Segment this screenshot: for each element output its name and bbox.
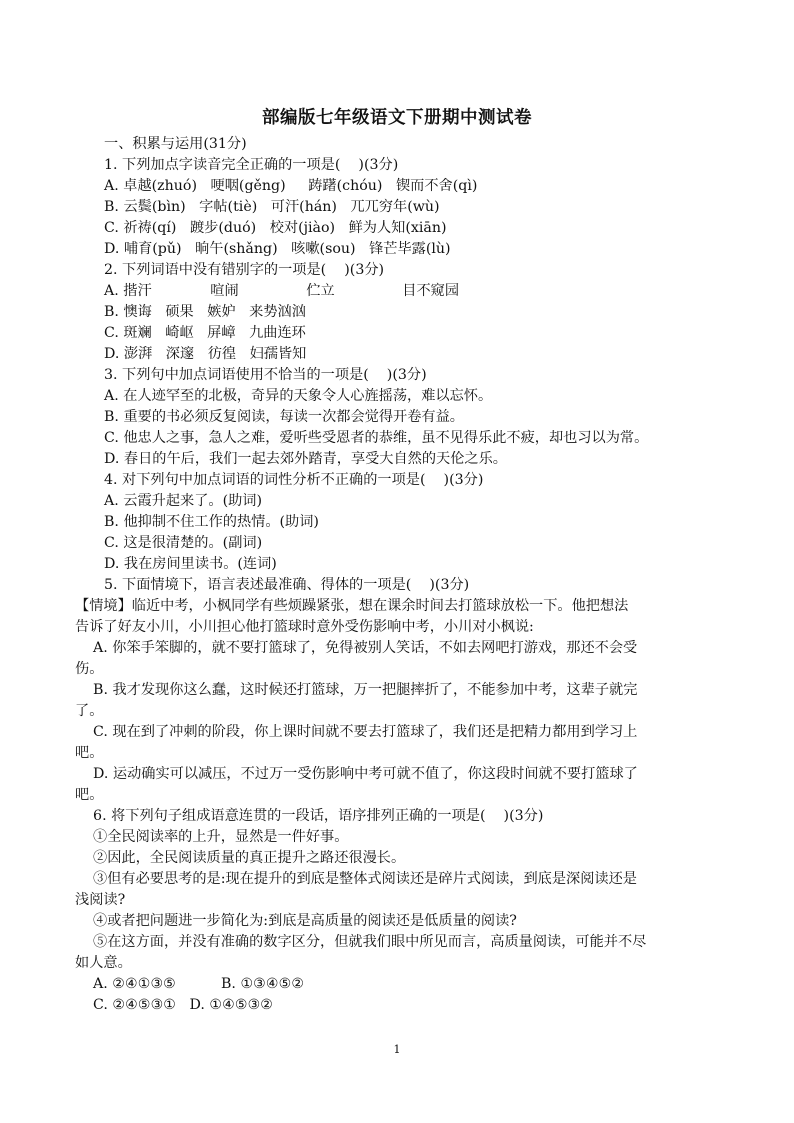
sentence-line: ④或者把问题进一步简化为:到底是高质量的阅读还是低质量的阅读? <box>75 913 517 929</box>
option-line: C. 斑斓 崎岖 屏嶂 九曲连环 <box>104 325 306 341</box>
context-text: 告诉了好友小川，小川担心他打篮球时意外受伤影响中考，小川对小枫说: <box>75 619 534 635</box>
option-line: B. 我才发现你这么蠢，这时候还打篮球，万一把腿摔折了，不能参加中考，这辈子就完 <box>75 682 638 698</box>
question-1: 1. 下列加点字读音完全正确的一项是( )(3分) <box>104 157 399 173</box>
option-line: 吧。 <box>75 745 104 761</box>
option-line: B. 他抑制不住工作的热情。(助词) <box>104 514 319 530</box>
option-line: D. 哺育(pǔ) 晌午(shǎng) 咳嗽(sou) 锋芒毕露(lù) <box>104 241 451 257</box>
sentence-line: ②因此，全民阅读质量的真正提升之路还很漫长。 <box>75 850 406 866</box>
option-line: A. 卓越(zhuó) 哽咽(gěng) 踌躇(chóu) 锲而不舍(qì) <box>104 178 478 194</box>
section-heading: 一、积累与运用(31分) <box>104 136 247 152</box>
option-line: D. 澎湃 深邃 彷徨 妇孺皆知 <box>104 346 307 362</box>
option-line: A. 你笨手笨脚的，就不要打篮球了，免得被别人笑话，不如去网吧打游戏，那还不会受 <box>75 640 638 656</box>
option-line: B. 云鬓(bìn) 字帖(tiè) 可汗(hán) 兀兀穷年(wù) <box>104 199 440 215</box>
sentence-line: ③但有必要思考的是:现在提升的到底是整体式阅读还是碎片式阅读，到底是深阅读还是 <box>75 871 637 887</box>
option-line: C. 现在到了冲刺的阶段，你上课时间就不要去打篮球了，我们还是把精力都用到学习上 <box>75 724 638 740</box>
option-line: D. 我在房间里读书。(连词) <box>104 556 277 572</box>
option-line: D. 运动确实可以减压，不过万一受伤影响中考可就不值了，你这段时间就不要打篮球了 <box>75 766 638 782</box>
question-3: 3. 下列句中加点词语使用不恰当的一项是( )(3分) <box>104 367 427 383</box>
option-line: 了。 <box>75 703 104 719</box>
context-text: 【情境】临近中考，小枫同学有些烦躁紧张，想在课余时间去打篮球放松一下。他把想法 <box>75 598 629 614</box>
option-line: A. 揩汗 喧闹 伫立 目不窥园 <box>104 283 460 299</box>
question-2: 2. 下列词语中没有错别字的一项是( )(3分) <box>104 262 385 278</box>
option-line: A. 在人迹罕至的北极，奇异的天象令人心旌摇荡，难以忘怀。 <box>104 388 493 404</box>
page-title: 部编版七年级语文下册期中测试卷 <box>262 108 532 128</box>
option-line: A. 云霞升起来了。(助词) <box>104 493 263 509</box>
option-line: B. 懊诲 硕果 嫉妒 来势汹汹 <box>104 304 306 320</box>
option-line: C. ②④⑤③① D. ①④⑤③② <box>75 997 274 1013</box>
sentence-line: 浅阅读? <box>75 892 126 908</box>
option-line: C. 祈祷(qí) 踱步(duó) 校对(jiào) 鲜为人知(xiān) <box>104 220 447 236</box>
option-line: D. 春日的午后，我们一起去郊外踏青，享受大自然的天伦之乐。 <box>104 451 507 467</box>
page-number: 1 <box>393 1043 401 1056</box>
sentence-line: ⑤在这方面，并没有准确的数字区分，但就我们眼中所见而言，高质量阅读，可能并不尽 <box>75 934 647 950</box>
question-4: 4. 对下列句中加点词语的词性分析不正确的一项是( )(3分) <box>104 472 484 488</box>
option-line: 吧。 <box>75 787 104 803</box>
option-line: C. 这是很清楚的。(副词) <box>104 535 263 551</box>
option-line: A. ②④①③⑤ B. ①③④⑤② <box>75 976 305 992</box>
option-line: B. 重要的书必须反复阅读，每读一次都会觉得开卷有益。 <box>104 409 464 425</box>
sentence-line: 如人意。 <box>75 955 132 971</box>
option-line: 伤。 <box>75 661 104 677</box>
question-5: 5. 下面情境下，语言表述最准确、得体的一项是( )(3分) <box>104 577 470 593</box>
sentence-line: ①全民阅读率的上升，显然是一件好事。 <box>75 829 349 845</box>
option-line: C. 他忠人之事，急人之难，爱听些受恩者的恭维，虽不见得乐此不疲，却也习以为常。 <box>104 430 649 446</box>
question-6: 6. 将下列句子组成语意连贯的一段话，语序排列正确的一项是( )(3分) <box>75 808 544 824</box>
